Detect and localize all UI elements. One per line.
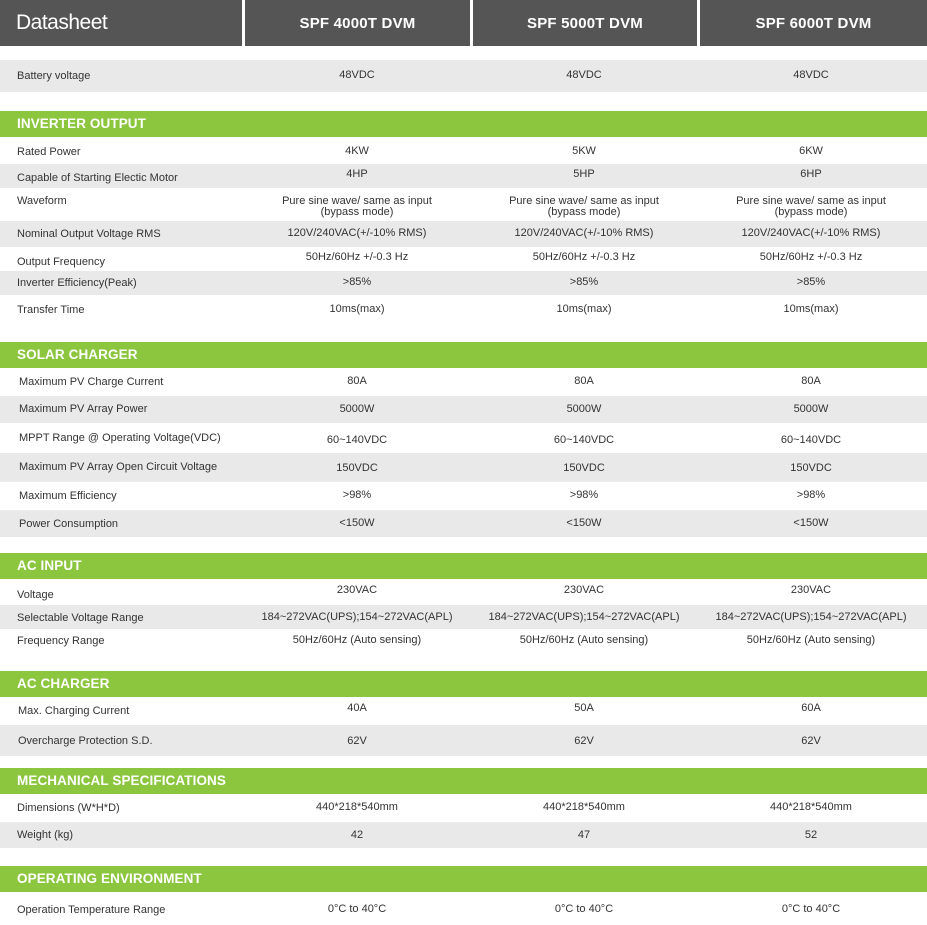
row-label: Max. Charging Current (18, 705, 130, 717)
table-row (0, 725, 927, 756)
row-value: 4HP (346, 168, 368, 180)
row-value: >85% (342, 276, 372, 288)
row-value: 10ms(max) (556, 303, 612, 315)
row-label: Maximum Efficiency (19, 490, 117, 502)
row-value: >98% (796, 489, 826, 501)
row-value: 5000W (566, 403, 602, 415)
section-header-inverter-output: INVERTER OUTPUT (0, 111, 927, 137)
row-value: <150W (793, 517, 829, 529)
row-value: 230VAC (563, 584, 605, 596)
row-label: Transfer Time (17, 304, 85, 316)
model-header-1: SPF 4000T DVM (245, 0, 470, 46)
row-label: Rated Power (17, 146, 81, 158)
row-value: 5000W (793, 403, 829, 415)
row-value: 62V (347, 735, 367, 747)
row-value: 6KW (799, 145, 823, 157)
row-value: 184~272VAC(UPS);154~272VAC(APL) (261, 611, 453, 623)
row-value: 40A (347, 702, 367, 714)
row-label: Capable of Starting Electic Motor (17, 172, 178, 184)
model-header-3: SPF 6000T DVM (700, 0, 927, 46)
row-value: 48VDC (793, 69, 829, 81)
row-label: Maximum PV Charge Current (19, 376, 164, 388)
row-value: 50Hz/60Hz (Auto sensing) (519, 634, 649, 646)
row-label: Output Frequency (17, 256, 106, 268)
row-value: Pure sine wave/ same as input (bypass mode) (736, 195, 886, 218)
row-value: 150VDC (563, 462, 605, 474)
row-value: 440*218*540mm (316, 801, 398, 813)
row-value: 60~140VDC (326, 434, 388, 446)
row-label: Operation Temperature Range (17, 904, 166, 916)
row-value: 230VAC (790, 584, 832, 596)
table-row (0, 822, 927, 848)
row-value: 6HP (800, 168, 822, 180)
row-value: Pure sine wave/ same as input (bypass mode) (282, 195, 432, 218)
row-value: 5000W (339, 403, 375, 415)
table-row (0, 453, 927, 482)
row-value: 62V (574, 735, 594, 747)
row-value: >98% (342, 489, 372, 501)
row-label: Weight (kg) (17, 829, 74, 841)
table-row (0, 396, 927, 423)
row-value: >85% (569, 276, 599, 288)
row-value: 440*218*540mm (770, 801, 852, 813)
row-value: 0°C to 40°C (327, 903, 387, 915)
row-value: 50A (574, 702, 594, 714)
table-row (0, 794, 927, 822)
row-value: 120V/240VAC(+/-10% RMS) (287, 227, 427, 239)
row-label: Nominal Output Voltage RMS (17, 228, 161, 240)
row-value: 5KW (572, 145, 596, 157)
row-value: 50Hz/60Hz +/-0.3 Hz (532, 251, 636, 263)
row-label: Power Consumption (19, 518, 119, 530)
row-value: 47 (577, 829, 591, 841)
table-row (0, 247, 927, 271)
row-value: 60~140VDC (553, 434, 615, 446)
row-label: Inverter Efficiency(Peak) (17, 277, 137, 289)
row-value: 230VAC (336, 584, 378, 596)
row-value: 60~140VDC (780, 434, 842, 446)
row-value: >98% (569, 489, 599, 501)
table-row (0, 579, 927, 605)
row-value: 52 (804, 829, 818, 841)
row-label: Overcharge Protection S.D. (18, 735, 153, 747)
table-row (0, 482, 927, 510)
row-value: 150VDC (336, 462, 378, 474)
row-value: 50Hz/60Hz (Auto sensing) (292, 634, 422, 646)
row-value: 4KW (345, 145, 369, 157)
row-label: MPPT Range @ Operating Voltage(VDC) (19, 432, 221, 444)
table-row (0, 295, 927, 323)
row-label: Battery voltage (17, 70, 91, 82)
row-value: >85% (796, 276, 826, 288)
table-row (0, 271, 927, 295)
row-value: 80A (574, 375, 594, 387)
datasheet-title: Datasheet (0, 0, 242, 46)
table-row (0, 697, 927, 725)
datasheet-header (0, 0, 927, 48)
row-value: 48VDC (339, 69, 375, 81)
row-value: 50Hz/60Hz +/-0.3 Hz (305, 251, 409, 263)
row-value: 62V (801, 735, 821, 747)
section-header-ac-charger: AC CHARGER (0, 671, 927, 697)
section-header-mechanical-specifications: MECHANICAL SPECIFICATIONS (0, 768, 927, 794)
section-header-ac-input: AC INPUT (0, 553, 927, 579)
model-header-2: SPF 5000T DVM (473, 0, 697, 46)
row-value: 42 (350, 829, 364, 841)
table-row (0, 164, 927, 188)
row-label: Maximum PV Array Power (19, 403, 148, 415)
row-value: 5HP (573, 168, 595, 180)
row-value: 10ms(max) (329, 303, 385, 315)
row-value: 48VDC (566, 69, 602, 81)
table-row (0, 629, 927, 656)
table-row (0, 892, 927, 925)
row-value: <150W (566, 517, 602, 529)
section-header-operating-environment: OPERATING ENVIRONMENT (0, 866, 927, 892)
row-value: 150VDC (790, 462, 832, 474)
table-row (0, 188, 927, 221)
row-value: 120V/240VAC(+/-10% RMS) (741, 227, 881, 239)
row-value: Pure sine wave/ same as input (bypass mode) (509, 195, 659, 218)
row-value: 0°C to 40°C (781, 903, 841, 915)
row-value: 10ms(max) (783, 303, 839, 315)
row-value: 80A (347, 375, 367, 387)
table-row (0, 423, 927, 453)
row-value: 120V/240VAC(+/-10% RMS) (514, 227, 654, 239)
row-value: 80A (801, 375, 821, 387)
row-label: Voltage (17, 589, 54, 601)
table-row (0, 137, 927, 164)
row-label: Selectable Voltage Range (17, 612, 144, 624)
row-label: Waveform (17, 195, 67, 207)
table-row (0, 368, 927, 396)
row-label: Dimensions (W*H*D) (17, 802, 120, 814)
row-value: 184~272VAC(UPS);154~272VAC(APL) (715, 611, 907, 623)
row-value: 0°C to 40°C (554, 903, 614, 915)
row-value: 440*218*540mm (543, 801, 625, 813)
row-value: <150W (339, 517, 375, 529)
table-row (0, 510, 927, 537)
row-value: 184~272VAC(UPS);154~272VAC(APL) (488, 611, 680, 623)
table-row (0, 60, 927, 92)
section-header-solar-charger: SOLAR CHARGER (0, 342, 927, 368)
row-value: 60A (801, 702, 821, 714)
table-row (0, 221, 927, 247)
table-row (0, 605, 927, 629)
row-value: 50Hz/60Hz +/-0.3 Hz (759, 251, 863, 263)
row-label: Maximum PV Array Open Circuit Voltage (19, 461, 218, 473)
row-label: Frequency Range (17, 635, 105, 647)
row-value: 50Hz/60Hz (Auto sensing) (746, 634, 876, 646)
